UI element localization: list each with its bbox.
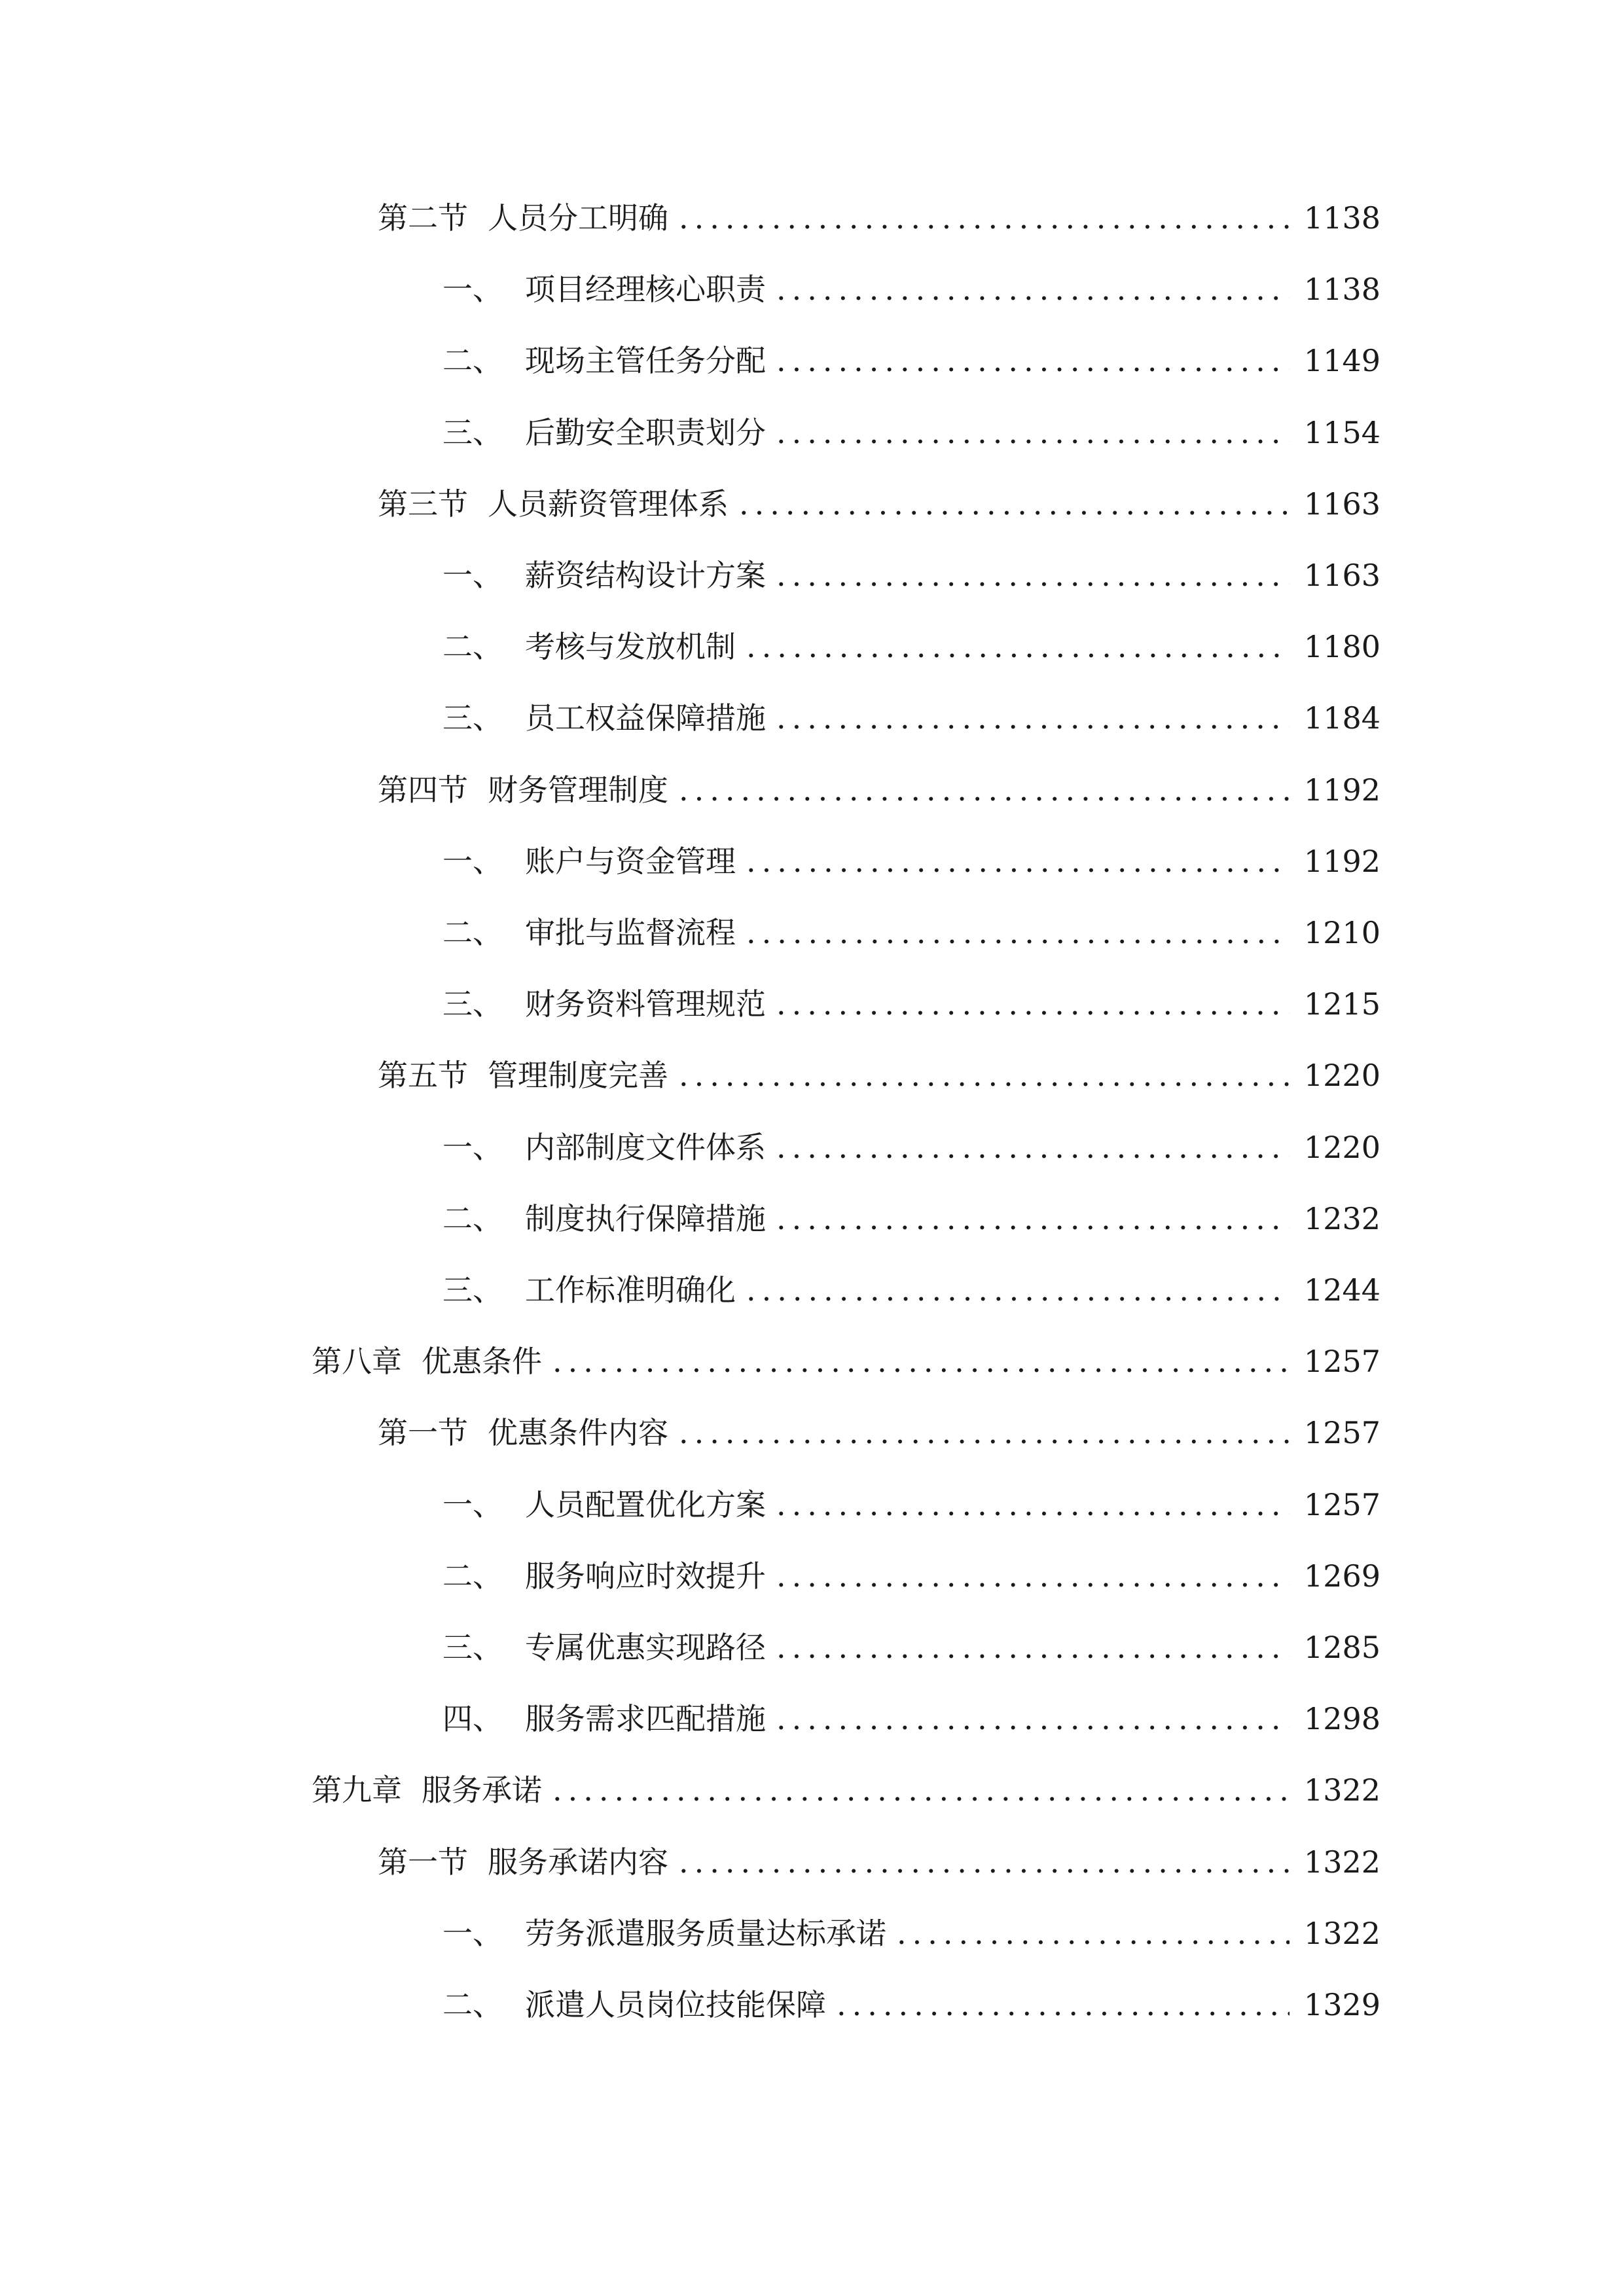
toc-dot-leader	[679, 1052, 1290, 1098]
toc-entry-label	[442, 410, 766, 456]
toc-page-number: 1232	[1303, 1200, 1380, 1236]
toc-dot-leader	[776, 695, 1290, 741]
toc-entry-number: 三、	[442, 414, 503, 450]
toc-dot-leader	[552, 1338, 1290, 1384]
toc-entry[interactable]	[378, 1052, 1380, 1098]
toc-page-number: 1192	[1303, 843, 1380, 879]
toc-entry-number: 第九章	[312, 1772, 402, 1808]
toc-page-number: 1322	[1303, 1844, 1380, 1880]
toc-entry-title: 劳务派遣服务质量达标承诺	[525, 1915, 886, 1951]
toc-entry[interactable]	[312, 1338, 1380, 1384]
toc-dot-leader	[776, 338, 1290, 384]
toc-entry-title: 人员分工明确	[488, 200, 668, 236]
toc-entry-title: 管理制度完善	[488, 1058, 668, 1094]
toc-entry-number: 一、	[442, 1486, 503, 1522]
toc-page-number: 1298	[1303, 1701, 1380, 1737]
toc-page-number: 1138	[1303, 272, 1380, 308]
toc-dot-leader	[739, 481, 1290, 527]
toc-entry[interactable]	[442, 1624, 1380, 1670]
toc-entry-number: 第二节	[378, 200, 468, 236]
toc-dot-leader	[776, 1124, 1290, 1170]
toc-entry-label	[378, 1052, 668, 1098]
toc-entry-number: 四、	[442, 1701, 503, 1737]
toc-page-number: 1154	[1303, 414, 1380, 450]
toc-entry-label	[442, 1196, 766, 1242]
toc-entry-number: 二、	[442, 343, 503, 379]
toc-entry-title: 工作标准明确化	[525, 1272, 736, 1308]
toc-entry-title: 专属优惠实现路径	[525, 1630, 766, 1665]
toc-entry-label	[442, 552, 766, 598]
toc-dot-leader	[746, 1267, 1290, 1313]
toc-dot-leader	[679, 1839, 1290, 1885]
toc-dot-leader	[679, 195, 1290, 241]
toc-entry[interactable]	[378, 195, 1380, 241]
toc-page-number: 1138	[1303, 200, 1380, 236]
toc-entry-label	[442, 1982, 826, 2028]
toc-page-number: 1257	[1303, 1415, 1380, 1451]
toc-entry-title: 财务资料管理规范	[525, 986, 766, 1022]
toc-entry[interactable]	[378, 767, 1380, 813]
toc-entry-title: 服务承诺内容	[488, 1844, 668, 1880]
toc-entry-label	[442, 910, 736, 956]
toc-page-number: 1322	[1303, 1915, 1380, 1951]
toc-dot-leader	[776, 1196, 1290, 1242]
toc-entry-title: 人员配置优化方案	[525, 1486, 766, 1522]
toc-entry-label	[378, 195, 668, 241]
toc-entry-title: 服务承诺	[422, 1772, 542, 1808]
toc-entry-number: 一、	[442, 1129, 503, 1165]
toc-entry-title: 薪资结构设计方案	[525, 558, 766, 593]
toc-page-number: 1180	[1303, 629, 1380, 665]
toc-entry-title: 考核与发放机制	[525, 629, 736, 665]
toc-entry[interactable]	[378, 1410, 1380, 1456]
toc-entry[interactable]	[442, 1196, 1380, 1242]
toc-entry[interactable]	[442, 1553, 1380, 1599]
toc-entry[interactable]	[442, 1267, 1380, 1313]
toc-dot-leader	[679, 767, 1290, 813]
toc-entry-number: 第一节	[378, 1844, 468, 1880]
toc-entry-title: 内部制度文件体系	[525, 1129, 766, 1165]
toc-entry-number: 一、	[442, 1915, 503, 1951]
toc-entry-number: 二、	[442, 1987, 503, 2022]
toc-dot-leader	[776, 552, 1290, 598]
toc-page-number: 1210	[1303, 915, 1380, 950]
toc-dot-leader	[746, 624, 1290, 670]
toc-entry[interactable]	[442, 624, 1380, 670]
toc-entry-label	[312, 1338, 542, 1384]
toc-entry-number: 三、	[442, 1272, 503, 1308]
toc-entry-title: 员工权益保障措施	[525, 700, 766, 736]
toc-entry[interactable]	[442, 410, 1380, 456]
toc-entry-title: 现场主管任务分配	[525, 343, 766, 379]
toc-entry-number: 三、	[442, 700, 503, 736]
toc-entry-number: 第五节	[378, 1058, 468, 1094]
toc-page-number: 1184	[1303, 700, 1380, 736]
toc-entry-number: 二、	[442, 629, 503, 665]
toc-entry-label	[442, 624, 736, 670]
toc-entry-title: 优惠条件	[422, 1344, 542, 1380]
toc-entry-number: 第三节	[378, 486, 468, 522]
toc-entry-label	[442, 1910, 886, 1956]
toc-entry[interactable]	[442, 838, 1380, 884]
toc-entry[interactable]	[442, 266, 1380, 312]
toc-entry-label	[378, 1410, 668, 1456]
toc-entry-label	[442, 981, 766, 1027]
toc-entry-number: 第八章	[312, 1344, 402, 1380]
toc-entry[interactable]	[442, 981, 1380, 1027]
toc-entry[interactable]	[442, 1124, 1380, 1170]
toc-entry-number: 二、	[442, 1558, 503, 1594]
toc-entry-title: 人员薪资管理体系	[488, 486, 729, 522]
toc-entry-title: 项目经理核心职责	[525, 272, 766, 308]
toc-entry-label	[442, 1482, 766, 1528]
toc-page-number: 1285	[1303, 1630, 1380, 1665]
toc-page-number: 1244	[1303, 1272, 1380, 1308]
toc-dot-leader	[837, 1982, 1290, 2028]
toc-entry-label	[442, 266, 766, 312]
toc-page-number: 1163	[1303, 486, 1380, 522]
toc-entry-label	[442, 1624, 766, 1670]
toc-entry-title: 后勤安全职责划分	[525, 414, 766, 450]
toc-entry-title: 服务响应时效提升	[525, 1558, 766, 1594]
toc-entry-number: 二、	[442, 1200, 503, 1236]
toc-entry[interactable]	[442, 1982, 1380, 2028]
toc-entry-title: 审批与监督流程	[525, 915, 736, 950]
toc-entry-label	[442, 1553, 766, 1599]
toc-entry-number: 三、	[442, 1630, 503, 1665]
toc-entry-label	[442, 1696, 766, 1742]
toc-entry[interactable]	[378, 481, 1380, 527]
toc-entry[interactable]	[442, 338, 1380, 384]
toc-page-number: 1220	[1303, 1129, 1380, 1165]
toc-entry-title: 派遣人员岗位技能保障	[525, 1987, 826, 2022]
toc-page-number: 1269	[1303, 1558, 1380, 1594]
toc-entry[interactable]	[442, 1482, 1380, 1528]
toc-entry-number: 三、	[442, 986, 503, 1022]
toc-entry-number: 一、	[442, 558, 503, 593]
toc-dot-leader	[776, 981, 1290, 1027]
toc-entry-number: 一、	[442, 843, 503, 879]
toc-page-number: 1257	[1303, 1486, 1380, 1522]
toc-dot-leader	[776, 266, 1290, 312]
toc-entry[interactable]	[442, 1696, 1380, 1742]
toc-entry[interactable]	[442, 695, 1380, 741]
toc-dot-leader	[897, 1910, 1290, 1956]
toc-entry-title: 优惠条件内容	[488, 1415, 668, 1451]
toc-page-number: 1215	[1303, 986, 1380, 1022]
toc-entry[interactable]	[442, 552, 1380, 598]
toc-entry-title: 服务需求匹配措施	[525, 1701, 766, 1737]
toc-entry-label	[442, 1124, 766, 1170]
toc-dot-leader	[776, 1624, 1290, 1670]
toc-entry-label	[442, 338, 766, 384]
toc-entry-number: 第四节	[378, 772, 468, 808]
toc-entry-title: 账户与资金管理	[525, 843, 736, 879]
toc-entry-label	[378, 481, 729, 527]
toc-entry-label	[378, 1839, 668, 1885]
toc-page-number: 1257	[1303, 1344, 1380, 1380]
toc-page-number: 1149	[1303, 343, 1380, 379]
toc-entry[interactable]	[442, 910, 1380, 956]
toc-entry-label	[442, 1267, 736, 1313]
toc-entry-label	[442, 695, 766, 741]
toc-page-number: 1163	[1303, 558, 1380, 593]
toc-dot-leader	[746, 838, 1290, 884]
toc-page-number: 1322	[1303, 1772, 1380, 1808]
toc-entry[interactable]	[378, 1839, 1380, 1885]
toc-entry[interactable]	[442, 1910, 1380, 1956]
toc-dot-leader	[679, 1410, 1290, 1456]
toc-entry-title: 制度执行保障措施	[525, 1200, 766, 1236]
toc-entry-title: 财务管理制度	[488, 772, 668, 808]
toc-entry-number: 第一节	[378, 1415, 468, 1451]
toc-entry[interactable]	[312, 1767, 1380, 1813]
toc-entry-label	[378, 767, 668, 813]
toc-page-number: 1329	[1303, 1987, 1380, 2022]
toc-entry-label	[442, 838, 736, 884]
toc-dot-leader	[776, 1553, 1290, 1599]
toc-entry-label	[312, 1767, 542, 1813]
toc-dot-leader	[552, 1767, 1290, 1813]
toc-dot-leader	[776, 410, 1290, 456]
toc-entry-number: 一、	[442, 272, 503, 308]
toc-dot-leader	[776, 1482, 1290, 1528]
toc-dot-leader	[776, 1696, 1290, 1742]
toc-dot-leader	[746, 910, 1290, 956]
toc-entry-number: 二、	[442, 915, 503, 950]
toc-page-number: 1220	[1303, 1058, 1380, 1094]
toc-page-number: 1192	[1303, 772, 1380, 808]
